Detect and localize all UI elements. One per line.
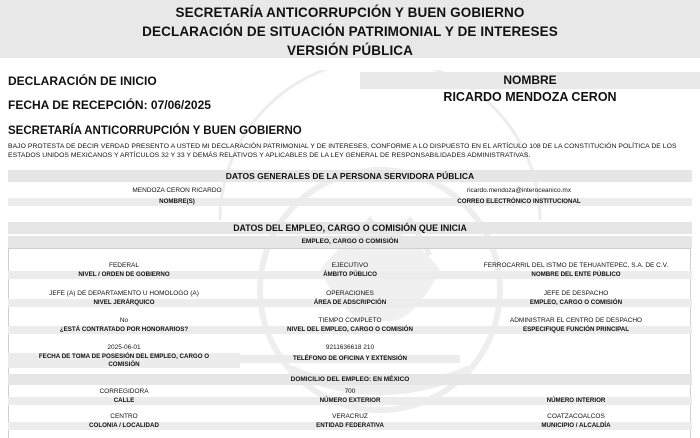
entity-name-label: NOMBRE DEL ENTE PÚBLICO [460,271,692,279]
fee-contract-label: ¿ESTÁ CONTRATADO POR HONORARIOS? [8,326,240,334]
exterior-number-label: NÚMERO EXTERIOR [240,397,460,405]
oath-paragraph: BAJO PROTESTA DE DECIR VERDAD PRESENTO A USTED MI DECLARACIÓN PATRIMONIAL Y DE INTERESES, CONFORME A LO DISPUESTO EN EL ARTÍCULO 108 DE LA CONSTITUCIÓN POLÍTICA DE LOS ESTADOS UNIDOS MEXICANOS Y ARTÍCULOS 32 Y 33 Y DEMÁS RELATIVOS Y APLICABLES DE LA LEY GENERAL DE RESPONSABILIDADES ADMINISTRATIVAS. [8,143,677,159]
office-phone-value: 9211636618 210 [325,344,375,351]
position-value: JEFE DE DESPACHO [543,290,609,297]
header-title: DECLARACIÓN DE SITUACIÓN PATRIMONIAL Y DE INTERESES [142,24,558,39]
street-value: CORREGIDORA [99,388,149,395]
main-function-value: ADMINISTRAR EL CENTRO DE DESPACHO [509,317,643,324]
hierarchy-level-label: NIVEL JERÁRQUICO [8,299,240,307]
job-level-value: TIEMPO COMPLETO [318,317,382,324]
section-employment: DATOS DEL EMPLEO, CARGO O COMISIÓN QUE INICIA [8,222,692,234]
declaration-type: DECLARACIÓN DE INICIO [8,74,157,88]
section-work-address: DOMICILIO DEL EMPLEO: EN MÉXICO [8,374,692,385]
fee-contract-value: No [119,317,129,324]
entity-name-value: FERROCARRIL DEL ISTMO DE TEHUANTEPEC, S.A. DE C.V. [483,262,669,269]
agency-heading: SECRETARÍA ANTICORRUPCIÓN Y BUEN GOBIERNO [8,125,302,137]
email-value: ricardo.mendoza@interoceanico.mx [466,187,572,194]
state-value: VERACRUZ [332,413,368,420]
full-name-value: MENDOZA CERON RICARDO [132,187,222,194]
assigned-area-value: OPERACIONES [326,290,374,297]
full-name-label: NOMBRE(S) [8,198,346,206]
document-header [0,0,700,58]
gov-level-label: NIVEL / ORDEN DE GOBIERNO [8,271,240,279]
name-label: NOMBRE [360,72,700,89]
hierarchy-level-value: JEFE (A) DE DEPARTAMENTO U HOMOLOGO (A) [49,290,199,297]
assigned-area-label: ÁREA DE ADSCRIPCIÓN [240,299,460,307]
name-value: RICARDO MENDOZA CERON [443,90,617,104]
job-level-label: NIVEL DEL EMPLEO, CARGO O COMISIÓN [240,326,460,334]
start-date-label-line2: COMISIÓN [108,360,140,368]
public-scope-value: EJECUTIVO [331,262,369,269]
position-label: EMPLEO, CARGO O COMISIÓN [460,299,692,307]
start-date-label [8,353,240,368]
start-date-label-line1: FECHA DE TOMA DE POSESIÓN DEL EMPLEO, CARGO O [38,353,210,360]
colony-value: CENTRO [110,413,138,420]
start-date-value: 2025-06-01 [107,344,141,351]
municipality-value: COATZACOALCOS [547,413,605,420]
header-agency: SECRETARÍA ANTICORRUPCIÓN Y BUEN GOBIERNO [175,5,525,20]
reception-date: FECHA DE RECEPCIÓN: 07/06/2025 [8,98,211,112]
street-label: CALLE [8,397,240,405]
office-phone-label: TELÉFONO DE OFICINA Y EXTENSIÓN [240,355,460,363]
email-label: CORREO ELECTRÓNICO INSTITUCIONAL [346,198,692,206]
gov-level-value: FEDERAL [109,262,139,269]
section-general-data: DATOS GENERALES DE LA PERSONA SERVIDORA PÚBLICA [8,170,692,182]
header-version: VERSIÓN PÚBLICA [286,43,413,58]
colony-label: COLONIA / LOCALIDAD [8,422,240,430]
public-scope-label: ÁMBITO PÚBLICO [240,271,460,279]
municipality-label: MUNICIPIO / ALCALDÍA [460,422,692,430]
main-function-label: ESPECIFIQUE FUNCIÓN PRINCIPAL [460,326,692,334]
state-label: ENTIDAD FEDERATIVA [240,422,460,430]
exterior-number-value: 700 [344,388,356,395]
employment-subheading: EMPLEO, CARGO O COMISIÓN [8,236,692,248]
interior-number-label: NÚMERO INTERIOR [460,397,692,405]
